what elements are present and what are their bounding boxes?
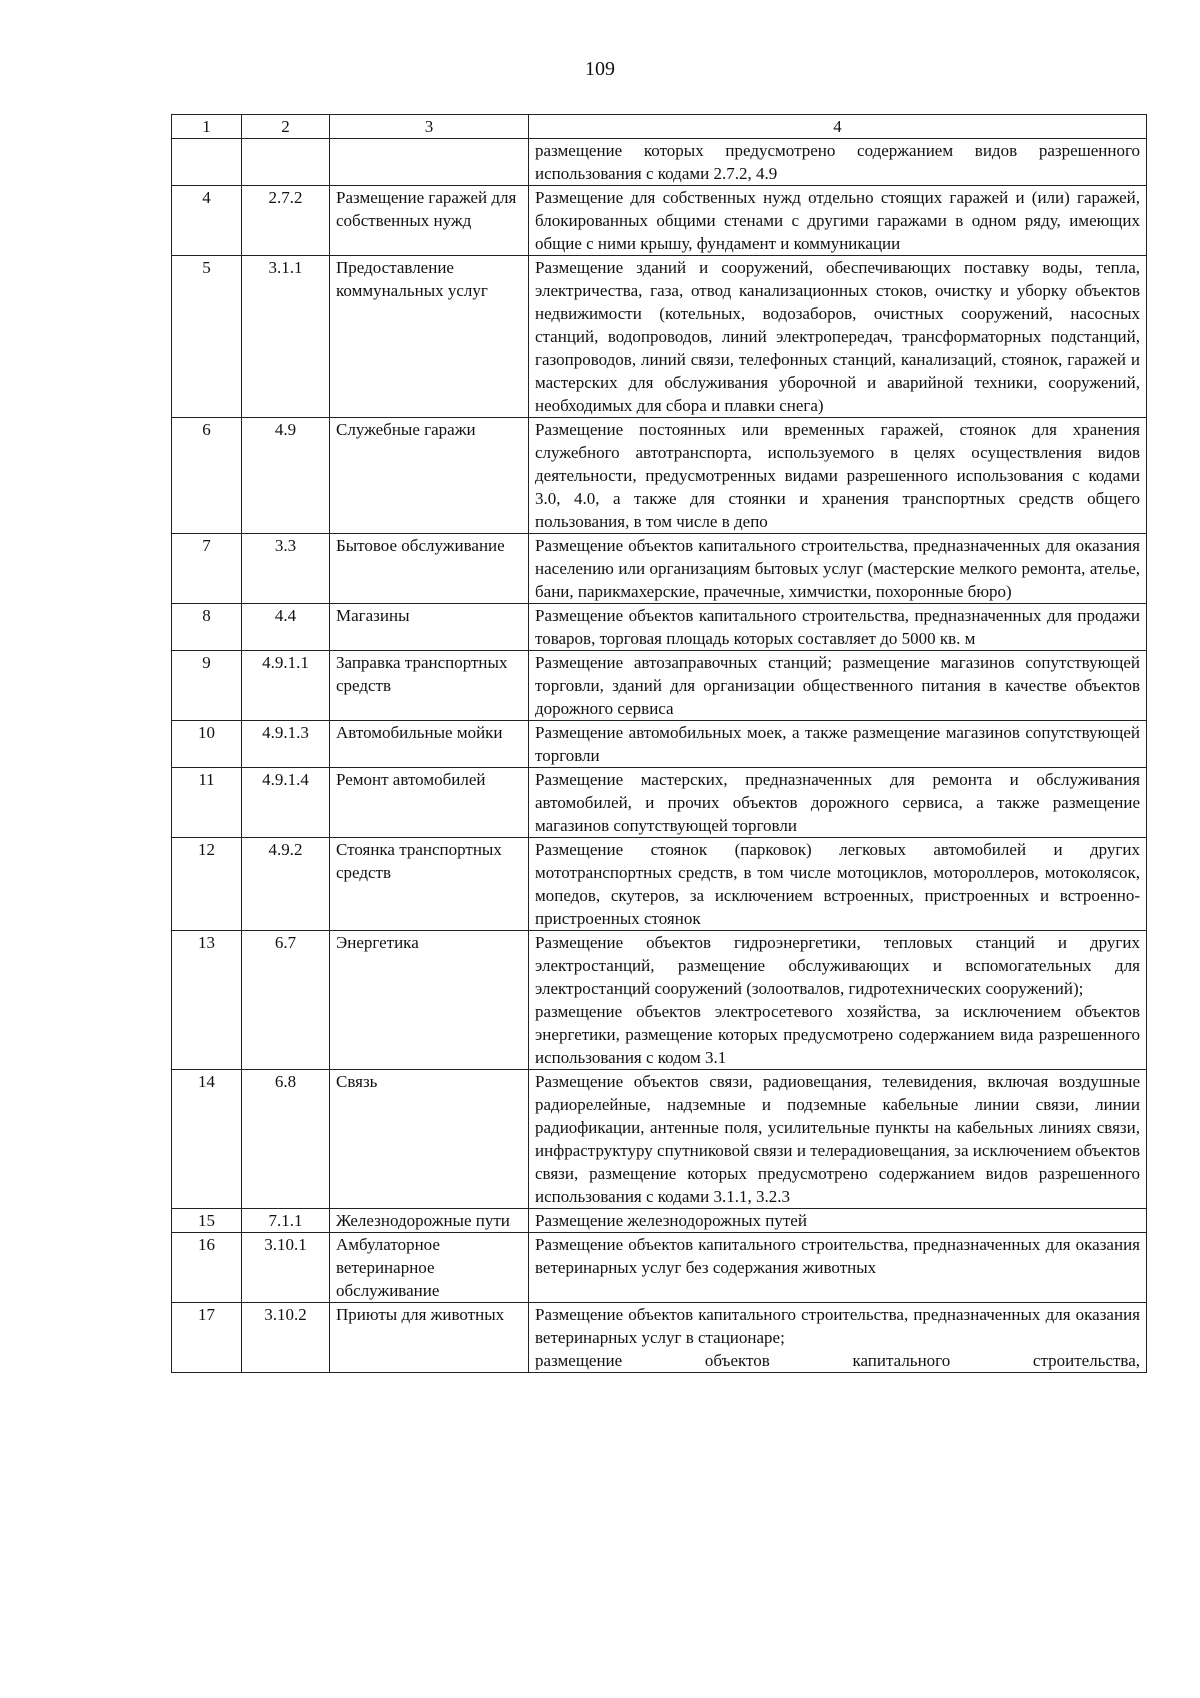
table-row — [172, 1070, 1147, 1209]
use-description — [529, 139, 1147, 186]
use-description — [529, 186, 1147, 256]
row-number: 10 — [172, 721, 242, 768]
use-code: 4.9 — [242, 418, 330, 534]
table-row — [172, 604, 1147, 651]
description-paragraph: Размещение зданий и сооружений, обеспечивающих поставку воды, тепла, электричества, газа, отвод канализационных стоков, очистку и уборку объектов недвижимости (котельных, водозаборов, очистных сооружений, насосных станций, водопроводов, линий электропередач, трансформаторных подстанций, газопроводов, линий связи, телефонных станций, канализаций, стоянок, гаражей и мастерских для обслуживания уборочной и аварийной техники, сооружений, необходимых для сбора и плавки снега) — [535, 258, 1140, 415]
land-use-table — [171, 114, 1147, 1373]
use-name: Бытовое обслуживание — [330, 534, 529, 604]
use-code: 4.9.2 — [242, 838, 330, 931]
use-description — [529, 768, 1147, 838]
use-description — [529, 256, 1147, 418]
use-name: Магазины — [330, 604, 529, 651]
use-description — [529, 418, 1147, 534]
use-code: 2.7.2 — [242, 186, 330, 256]
page-number: 109 — [585, 58, 615, 80]
table-row — [172, 418, 1147, 534]
use-code: 3.10.2 — [242, 1303, 330, 1373]
description-paragraph: Размещение объектов капитального строительства, предназначенных для оказания ветеринарных услуг в стационаре; — [535, 1305, 1140, 1347]
row-number: 7 — [172, 534, 242, 604]
use-name: Железнодорожные пути — [330, 1209, 529, 1233]
use-code: 4.9.1.4 — [242, 768, 330, 838]
description-paragraph: Размещение стоянок (парковок) легковых автомобилей и других мототранспортных средств, в том числе мотоциклов, мотороллеров, мотоколясок, мопедов, скутеров, за исключением встроенных, пристроенных и встроенно-пристроенных стоянок — [535, 840, 1140, 928]
table-row — [172, 256, 1147, 418]
table-row — [172, 139, 1147, 186]
use-name: Связь — [330, 1070, 529, 1209]
row-number: 6 — [172, 418, 242, 534]
row-number: 13 — [172, 931, 242, 1070]
use-description — [529, 721, 1147, 768]
use-code: 6.8 — [242, 1070, 330, 1209]
description-paragraph: Размещение объектов связи, радиовещания, телевидения, включая воздушные радиорелейные, надземные и подземные кабельные линии связи, линии радиофикации, антенные поля, усилительные пункты на кабельных линиях связи, инфраструктуру спутниковой связи и телерадиовещания, за исключением объектов связи, размещение которых предусмотрено содержанием видов разрешенного использования с кодами 3.1.1, 3.2.3 — [535, 1072, 1140, 1206]
use-code: 4.4 — [242, 604, 330, 651]
row-number: 17 — [172, 1303, 242, 1373]
row-number: 5 — [172, 256, 242, 418]
use-code — [242, 139, 330, 186]
table-row — [172, 1233, 1147, 1303]
description-paragraph: Размещение объектов гидроэнергетики, тепловых станций и других электростанций, размещение обслуживающих и вспомогательных для электростанций сооружений (золоотвалов, гидротехнических сооружений); — [535, 933, 1140, 998]
description-paragraph: Размещение для собственных нужд отдельно стоящих гаражей и (или) гаражей, блокированных общими стенами с другими гаражами в одном ряду, имеющих общие с ними крышу, фундамент и коммуникации — [535, 188, 1140, 253]
use-code: 3.10.1 — [242, 1233, 330, 1303]
row-number: 8 — [172, 604, 242, 651]
header-col-code: 2 — [242, 115, 330, 139]
use-description — [529, 1303, 1147, 1373]
use-description — [529, 1070, 1147, 1209]
use-description — [529, 1209, 1147, 1233]
description-paragraph: Размещение мастерских, предназначенных для ремонта и обслуживания автомобилей, и прочих объектов дорожного сервиса, а также размещение магазинов сопутствующей торговли — [535, 770, 1140, 835]
description-paragraph: Размещение объектов капитального строительства, предназначенных для продажи товаров, торговая площадь которых составляет до 5000 кв. м — [535, 606, 1140, 648]
description-paragraph: Размещение объектов капитального строительства, предназначенных для оказания ветеринарных услуг без содержания животных — [535, 1235, 1140, 1277]
use-description — [529, 1233, 1147, 1303]
description-paragraph: Размещение объектов капитального строительства, предназначенных для оказания населению или организациям бытовых услуг (мастерские мелкого ремонта, ателье, бани, парикмахерские, прачечные, химчистки, похоронные бюро) — [535, 536, 1140, 601]
use-name: Служебные гаражи — [330, 418, 529, 534]
use-name: Автомобильные мойки — [330, 721, 529, 768]
use-description — [529, 931, 1147, 1070]
use-code: 3.3 — [242, 534, 330, 604]
use-name: Энергетика — [330, 931, 529, 1070]
header-col-description: 4 — [529, 115, 1147, 139]
use-name: Заправка транспортных средств — [330, 651, 529, 721]
table-row — [172, 931, 1147, 1070]
use-code: 6.7 — [242, 931, 330, 1070]
row-number — [172, 139, 242, 186]
use-name: Стоянка транспортных средств — [330, 838, 529, 931]
use-name: Приюты для животных — [330, 1303, 529, 1373]
use-description — [529, 838, 1147, 931]
table-row — [172, 721, 1147, 768]
table-body — [172, 139, 1147, 1373]
row-number: 15 — [172, 1209, 242, 1233]
row-number: 16 — [172, 1233, 242, 1303]
table-row — [172, 1209, 1147, 1233]
description-paragraph: размещение объектов электросетевого хозяйства, за исключением объектов энергетики, размещение которых предусмотрено содержанием вида разрешенного использования с кодом 3.1 — [535, 1002, 1140, 1067]
row-number: 9 — [172, 651, 242, 721]
header-col-name: 3 — [330, 115, 529, 139]
use-description — [529, 604, 1147, 651]
use-name: Предоставление коммунальных услуг — [330, 256, 529, 418]
use-name: Ремонт автомобилей — [330, 768, 529, 838]
table-row — [172, 1303, 1147, 1373]
row-number: 4 — [172, 186, 242, 256]
description-paragraph: Размещение постоянных или временных гаражей, стоянок для хранения служебного автотранспорта, используемого в целях осуществления видов деятельности, предусмотренных видами разрешенного использования с кодами 3.0, 4.0, а также для стоянки и хранения транспортных средств общего пользования, в том числе в депо — [535, 420, 1140, 531]
table-row — [172, 768, 1147, 838]
description-paragraph: Размещение автомобильных моек, а также размещение магазинов сопутствующей торговли — [535, 723, 1140, 765]
use-description — [529, 651, 1147, 721]
row-number: 11 — [172, 768, 242, 838]
table-row — [172, 838, 1147, 931]
use-name — [330, 139, 529, 186]
description-paragraph: Размещение железнодорожных путей — [535, 1211, 807, 1230]
table-header-row — [172, 115, 1147, 139]
description-paragraph: Размещение автозаправочных станций; размещение магазинов сопутствующей торговли, зданий для организации общественного питания в качестве объектов дорожного сервиса — [535, 653, 1140, 718]
use-description — [529, 534, 1147, 604]
use-code: 7.1.1 — [242, 1209, 330, 1233]
use-code: 4.9.1.3 — [242, 721, 330, 768]
use-name: Амбулаторное ветеринарное обслуживание — [330, 1233, 529, 1303]
use-code: 3.1.1 — [242, 256, 330, 418]
row-number: 14 — [172, 1070, 242, 1209]
use-name: Размещение гаражей для собственных нужд — [330, 186, 529, 256]
description-paragraph: размещение которых предусмотрено содержанием видов разрешенного использования с кодами 2.7.2, 4.9 — [535, 141, 1140, 183]
table-row — [172, 534, 1147, 604]
table-row — [172, 651, 1147, 721]
table-row — [172, 186, 1147, 256]
row-number: 12 — [172, 838, 242, 931]
header-col-number: 1 — [172, 115, 242, 139]
use-code: 4.9.1.1 — [242, 651, 330, 721]
description-paragraph: размещение объектов капитального строительства, — [535, 1351, 1140, 1370]
